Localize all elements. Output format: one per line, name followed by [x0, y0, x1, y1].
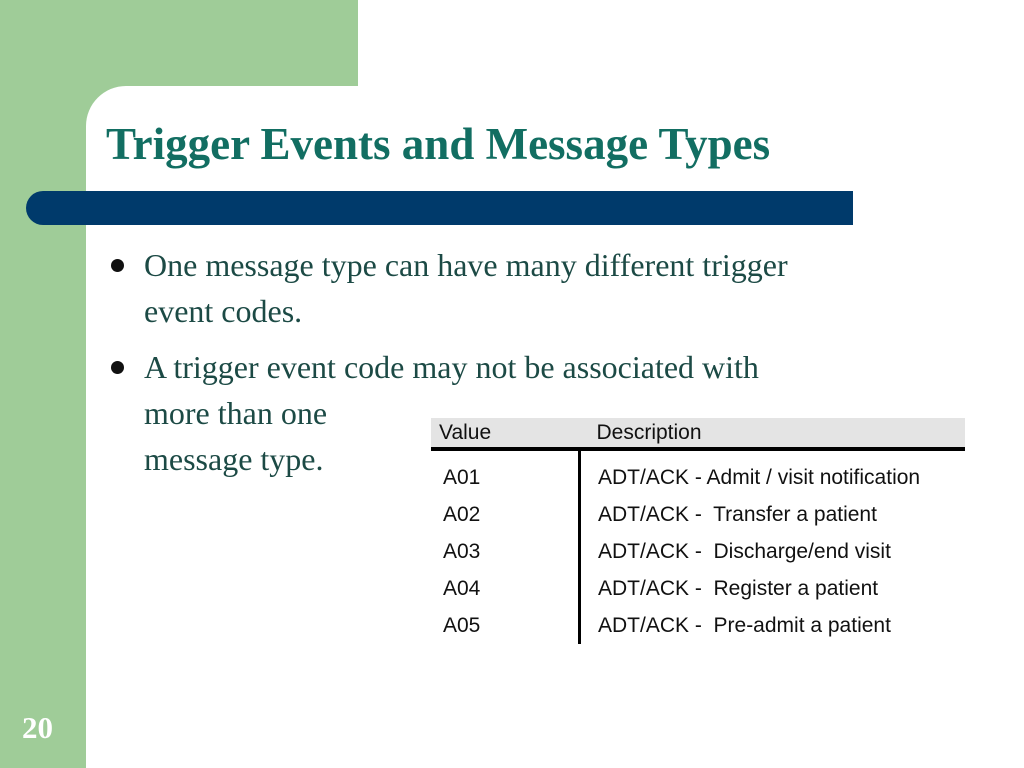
page-number: 20 — [22, 710, 53, 745]
cell-description: ADT/ACK - Admit / visit notification — [598, 465, 921, 489]
bullet-text-line: event codes. — [144, 293, 303, 329]
column-header-value: Value — [431, 418, 580, 449]
table-row — [431, 533, 965, 570]
bullet-text-line: message type. — [144, 441, 324, 477]
bullet-dot-icon — [111, 361, 124, 374]
top-white-strip — [358, 0, 1024, 90]
bullet-item — [106, 242, 966, 334]
column-header-description: Description — [580, 418, 966, 449]
cell-value: A02 — [431, 496, 580, 533]
cell-value: A03 — [431, 533, 580, 570]
cell-value: A01 — [431, 449, 580, 496]
table-row — [431, 570, 965, 607]
table-row — [431, 449, 965, 496]
bullet-text-line: A trigger event code may not be associated with — [144, 349, 759, 385]
table-row — [431, 496, 965, 533]
cell-description: ADT/ACK - Register a patient — [598, 576, 879, 600]
trigger-event-table — [431, 418, 965, 644]
table-row — [431, 607, 965, 644]
cell-description: ADT/ACK - Transfer a patient — [598, 502, 877, 526]
cell-description: ADT/ACK - Discharge/end visit — [598, 539, 891, 563]
cell-value: A05 — [431, 607, 580, 644]
bullet-text-line: One message type can have many different trigger — [144, 247, 788, 283]
bullet-text-line: more than one — [144, 395, 328, 431]
slide-title: Trigger Events and Message Types — [106, 119, 771, 169]
bullet-dot-icon — [111, 259, 124, 272]
cell-description: ADT/ACK - Pre-admit a patient — [598, 613, 891, 637]
corner-accent-block — [0, 0, 358, 86]
title-underline-bar — [26, 191, 853, 225]
cell-value: A04 — [431, 570, 580, 607]
table-header-row — [431, 418, 965, 449]
